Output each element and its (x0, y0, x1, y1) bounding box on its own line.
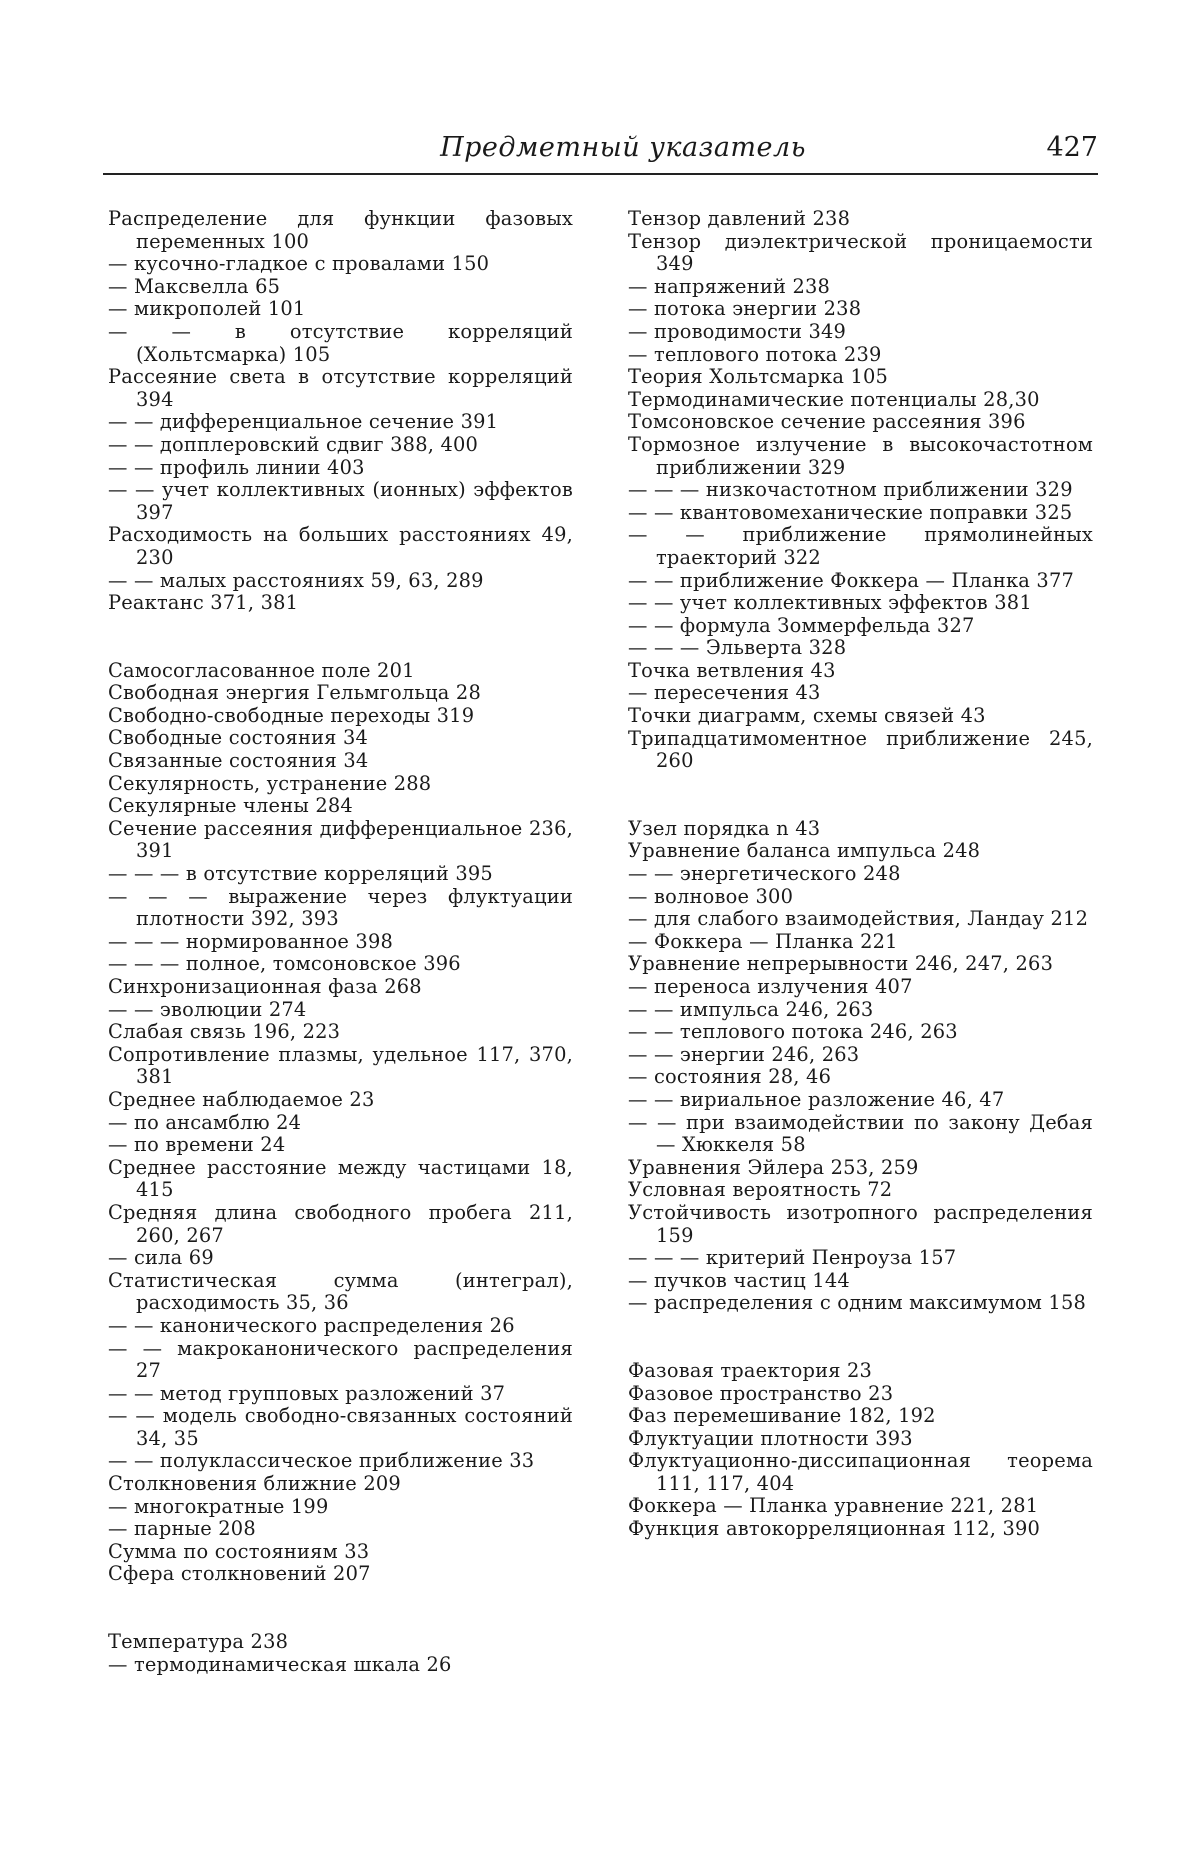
index-entry: — для слабого взаимодействия, Ландау 212 (628, 908, 1093, 931)
index-entry: Самосогласованное поле 201 (108, 660, 573, 683)
running-title: Предметный указатель (403, 132, 843, 163)
index-entry: Свободно-свободные переходы 319 (108, 705, 573, 728)
index-entry: — распределения с одним максимумом 158 (628, 1292, 1093, 1315)
index-entry: — — в отсутствие корреляций (Хольтсмарка) 105 (108, 321, 573, 366)
index-entry: — — эволюции 274 (108, 999, 573, 1022)
index-entry: — — энергии 246, 263 (628, 1044, 1093, 1067)
index-entry: — — малых расстояниях 59, 63, 289 (108, 570, 573, 593)
index-entry: Уравнение непрерывности 246, 247, 263 (628, 953, 1093, 976)
index-entry: Сумма по состояниям 33 (108, 1541, 573, 1564)
letter-group-gap (108, 615, 573, 660)
letter-group-gap (108, 1586, 573, 1631)
index-entry: — сила 69 (108, 1247, 573, 1270)
index-column-right (628, 208, 1093, 1541)
index-entry: — — — полное, томсоновское 396 (108, 953, 573, 976)
index-entry: Фазовая траектория 23 (628, 1360, 1093, 1383)
index-entry: — — теплового потока 246, 263 (628, 1021, 1093, 1044)
index-entry: Флуктуации плотности 393 (628, 1428, 1093, 1451)
index-entry: — микрополей 101 (108, 298, 573, 321)
index-entry: Столкновения ближние 209 (108, 1473, 573, 1496)
index-entry: — переноса излучения 407 (628, 976, 1093, 999)
index-entry: Теория Хольтсмарка 105 (628, 366, 1093, 389)
index-entry: — — при взаимодействии по закону Дебая — Хюккеля 58 (628, 1112, 1093, 1157)
index-entry: Тензор диэлектрической проницаемости 349 (628, 231, 1093, 276)
index-entry: — потока энергии 238 (628, 298, 1093, 321)
index-entry: Тормозное излучение в высокочастотном приближении 329 (628, 434, 1093, 479)
index-entry: — кусочно-гладкое с провалами 150 (108, 253, 573, 276)
index-entry: Сфера столкновений 207 (108, 1563, 573, 1586)
index-entry: — пересечения 43 (628, 682, 1093, 705)
index-entry: — состояния 28, 46 (628, 1066, 1093, 1089)
index-entry: — — вириальное разложение 46, 47 (628, 1089, 1093, 1112)
index-entry: Расходимость на больших расстояниях 49, 230 (108, 524, 573, 569)
index-entry: Функция автокорреляционная 112, 390 (628, 1518, 1093, 1541)
index-entry: Фоккера — Планка уравнение 221, 281 (628, 1495, 1093, 1518)
index-entry: — — формула Зоммерфельда 327 (628, 615, 1093, 638)
index-entry: — напряжений 238 (628, 276, 1093, 299)
index-entry: — — полуклассическое приближение 33 (108, 1450, 573, 1473)
index-entry: Фазовое пространство 23 (628, 1383, 1093, 1406)
index-entry: Флуктуационно-диссипационная теорема 111, 117, 404 (628, 1450, 1093, 1495)
page-header (103, 132, 1098, 172)
letter-group-gap (628, 1315, 1093, 1360)
index-entry: Трипадцатимоментное приближение 245, 260 (628, 728, 1093, 773)
index-entry: — по ансамблю 24 (108, 1112, 573, 1135)
index-entry: — — — низкочастотном приближении 329 (628, 479, 1093, 502)
index-entry: — термодинамическая шкала 26 (108, 1654, 573, 1677)
index-entry: — — приближение Фоккера — Планка 377 (628, 570, 1093, 593)
index-entry: — — метод групповых разложений 37 (108, 1383, 573, 1406)
index-entry: — Максвелла 65 (108, 276, 573, 299)
index-entry: Синхронизационная фаза 268 (108, 976, 573, 999)
index-entry: — — энергетического 248 (628, 863, 1093, 886)
index-entry: — Фоккера — Планка 221 (628, 931, 1093, 954)
index-entry: Уравнения Эйлера 253, 259 (628, 1157, 1093, 1180)
index-entry: Тензор давлений 238 (628, 208, 1093, 231)
letter-group-gap (628, 773, 1093, 818)
index-entry: — — — Эльверта 328 (628, 637, 1093, 660)
index-entry: — — макроканонического распределения 27 (108, 1338, 573, 1383)
index-entry: Температура 238 (108, 1631, 573, 1654)
index-entry: — — — в отсутствие корреляций 395 (108, 863, 573, 886)
index-entry: — — учет коллективных эффектов 381 (628, 592, 1093, 615)
index-entry: — — приближение прямолинейных траекторий 322 (628, 524, 1093, 569)
index-entry: Распределение для функции фазовых переменных 100 (108, 208, 573, 253)
index-entry: — пучков частиц 144 (628, 1270, 1093, 1293)
index-entry: Сопротивление плазмы, удельное 117, 370, 381 (108, 1044, 573, 1089)
index-page (0, 0, 1200, 1875)
index-entry: Точка ветвления 43 (628, 660, 1093, 683)
index-entry: — — квантовомеханические поправки 325 (628, 502, 1093, 525)
index-entry: Статистическая сумма (интеграл), расходимость 35, 36 (108, 1270, 573, 1315)
index-entry: Уравнение баланса импульса 248 (628, 840, 1093, 863)
index-entry: Рассеяние света в отсутствие корреляций 394 (108, 366, 573, 411)
index-entry: Среднее наблюдаемое 23 (108, 1089, 573, 1112)
index-entry: Термодинамические потенциалы 28,30 (628, 389, 1093, 412)
index-entry: Свободная энергия Гельмгольца 28 (108, 682, 573, 705)
index-entry: — многократные 199 (108, 1496, 573, 1519)
index-entry: Устойчивость изотропного распределения 159 (628, 1202, 1093, 1247)
index-entry: — — канонического распределения 26 (108, 1315, 573, 1338)
index-entry: — — — критерий Пенроуза 157 (628, 1247, 1093, 1270)
index-entry: — — допплеровский сдвиг 388, 400 (108, 434, 573, 457)
index-entry: Узел порядка n 43 (628, 818, 1093, 841)
index-entry: Свободные состояния 34 (108, 727, 573, 750)
index-entry: — теплового потока 239 (628, 344, 1093, 367)
index-entry: Слабая связь 196, 223 (108, 1021, 573, 1044)
index-entry: Сечение рассеяния дифференциальное 236, 391 (108, 818, 573, 863)
index-column-left (108, 208, 573, 1676)
index-entry: — — профиль линии 403 (108, 457, 573, 480)
header-rule (103, 173, 1098, 175)
index-entry: — проводимости 349 (628, 321, 1093, 344)
index-entry: Секулярные члены 284 (108, 795, 573, 818)
index-entry: Реактанс 371, 381 (108, 592, 573, 615)
index-entry: Средняя длина свободного пробега 211, 260, 267 (108, 1202, 573, 1247)
index-entry: — волновое 300 (628, 886, 1093, 909)
index-entry: — — импульса 246, 263 (628, 999, 1093, 1022)
page-number: 427 (1046, 132, 1098, 163)
index-entry: Условная вероятность 72 (628, 1179, 1093, 1202)
index-entry: — — — нормированное 398 (108, 931, 573, 954)
index-entry: — — — выражение через флуктуации плотности 392, 393 (108, 886, 573, 931)
index-entry: — парные 208 (108, 1518, 573, 1541)
index-entry: — — учет коллективных (ионных) эффектов 397 (108, 479, 573, 524)
index-entry: Томсоновское сечение рассеяния 396 (628, 411, 1093, 434)
index-entry: Среднее расстояние между частицами 18, 415 (108, 1157, 573, 1202)
index-entry: Фаз перемешивание 182, 192 (628, 1405, 1093, 1428)
index-entry: — по времени 24 (108, 1134, 573, 1157)
index-entry: Точки диаграмм, схемы связей 43 (628, 705, 1093, 728)
index-entry: Связанные состояния 34 (108, 750, 573, 773)
index-entry: — — модель свободно-связанных состояний 34, 35 (108, 1405, 573, 1450)
index-entry: Секулярность, устранение 288 (108, 773, 573, 796)
index-entry: — — дифференциальное сечение 391 (108, 411, 573, 434)
